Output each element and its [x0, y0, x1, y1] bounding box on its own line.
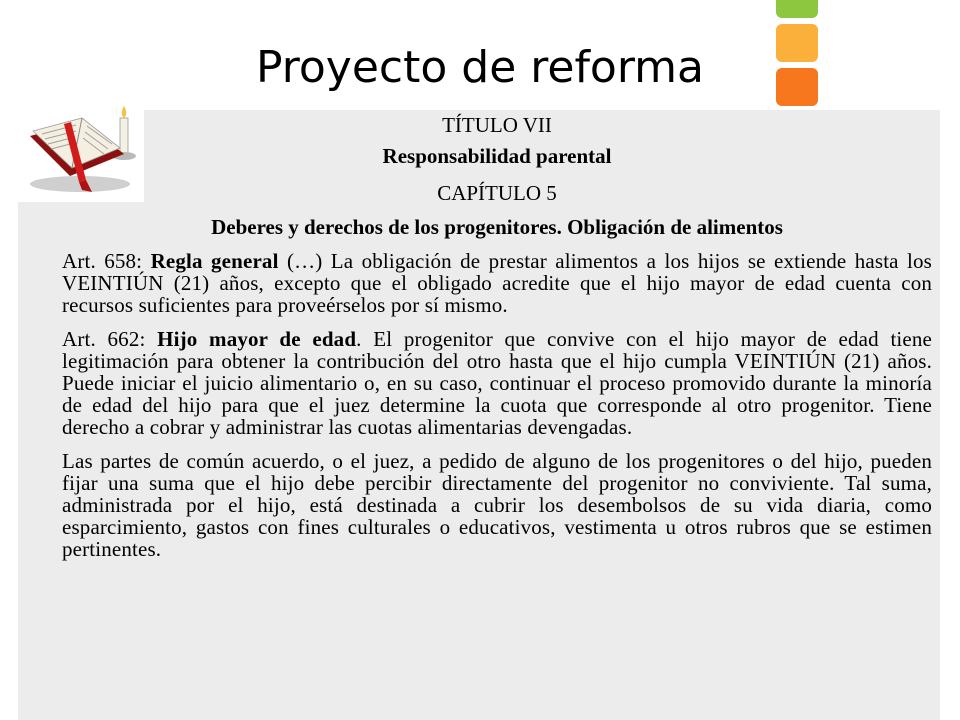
- decor-square-green: [776, 0, 818, 18]
- titulo-heading: TÍTULO VII: [442, 113, 552, 137]
- titulo-name: [62, 145, 932, 167]
- paragraph-3: Las partes de común acuerdo, o el juez, a pedido de alguno de los progenitores o del hijo, pueden fijar una suma que el hijo debe percibir directamente del progenitor no conviviente. Tal suma, administrada por el hijo, está destinada a cubrir los desembolsos de su vida diaria, como esparcimiento, gastos con fines culturales o educativos, vestimenta u otros rubros que se estimen pertinentes.: [62, 449, 932, 561]
- article-658-text: (…) La obligación de prestar alimentos a los hijos se extiende hasta los VEINTIÚN (21) años, excepto que el obligado acredite que el hijo mayor de edad cuenta con recursos suficientes para proveérselos por sí mismo.: [62, 249, 932, 317]
- article-662-prefix: Art. 662:: [62, 327, 158, 351]
- capitulo-name-text: Deberes y derechos de los progenitores. Obligación de alimentos: [211, 215, 783, 239]
- capitulo-heading: CAPÍTULO 5: [437, 181, 557, 205]
- article-658: [62, 250, 932, 316]
- article-662-text: . El progenitor que convive con el hijo mayor de edad tiene legitimación para obtener la contribución del otro hasta que el hijo cumpla VEINTIÚN (21) años. Puede iniciar el juicio alimentario o, en su caso, continuar el proceso promovido durante la minoría de edad del hijo para que el juez determine la cuota que corresponde al otro progenitor. Tiene derecho a cobrar y administrar las cuotas alimentarias devengadas.: [62, 327, 932, 439]
- slide-title: Proyecto de reforma: [256, 42, 704, 93]
- capitulo-name: [62, 216, 932, 238]
- document-content: [62, 114, 932, 560]
- article-658-heading: Regla general: [150, 249, 279, 273]
- article-662-heading: Hijo mayor de edad: [157, 327, 357, 351]
- article-658-prefix: Art. 658:: [62, 249, 151, 273]
- article-662: [62, 328, 932, 438]
- titulo-name-text: Responsabilidad parental: [382, 144, 612, 168]
